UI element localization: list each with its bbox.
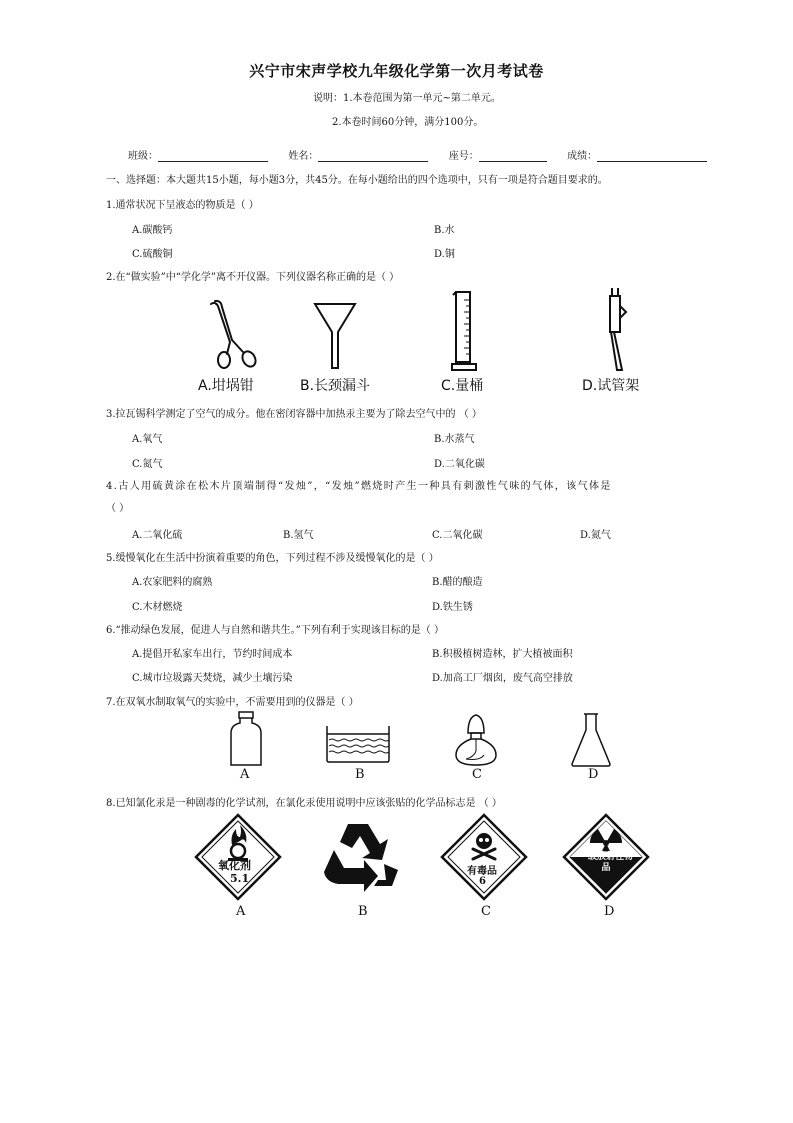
- q4-option-a[interactable]: A.二氧化硫: [132, 530, 183, 541]
- q6-option-a[interactable]: A.提倡开私家车出行，节约时间成本: [132, 649, 293, 660]
- q5-stem: 5.缓慢氧化在生活中扮演着重要的角色，下列过程不涉及缓慢氧化的是（ ）: [106, 553, 439, 564]
- reagent-bottle-icon: [228, 711, 264, 767]
- toxic-sign-icon: [440, 813, 528, 901]
- section-1-heading: 一、选择题：本大题共15小题，每小题3分，共45分。在每小题给出的四个选项中，只有一项是符合题目要求的。: [106, 175, 608, 186]
- q1-stem: 1.通常状况下呈液态的物质是（ ）: [106, 200, 259, 211]
- seat-blank[interactable]: [479, 151, 547, 162]
- note-2: 2.本卷时间60分钟，满分100分。: [332, 117, 484, 128]
- class-label: 班级：: [128, 151, 158, 162]
- q3-stem: 3.拉瓦锡科学测定了空气的成分。他在密闭容器中加热汞主要为了除去空气中的 （ ）: [106, 409, 482, 420]
- q4-option-b[interactable]: B.氢气: [283, 530, 314, 541]
- q4-stem-blank: （ ）: [106, 503, 130, 514]
- q2-stem: 2.在“做实验”中“学化学”离不开仪器。下列仪器名称正确的是（ ）: [106, 272, 400, 283]
- q2-option-a[interactable]: A.坩埚钳: [198, 378, 254, 394]
- conical-flask-icon: [570, 712, 612, 768]
- q3-option-a[interactable]: A.氧气: [132, 434, 163, 445]
- q5-option-d[interactable]: D.铁生锈: [432, 602, 473, 613]
- q5-option-b[interactable]: B.醋的酿造: [432, 577, 483, 588]
- name-label: 姓名：: [288, 151, 319, 162]
- q3-option-c[interactable]: C.氮气: [132, 459, 163, 470]
- q2-option-d[interactable]: D.试管架: [582, 378, 640, 394]
- q7-option-c[interactable]: C: [472, 767, 482, 782]
- q8-option-b[interactable]: B: [358, 904, 368, 919]
- q4-option-d[interactable]: D.氮气: [580, 530, 611, 541]
- q8-option-a[interactable]: A: [236, 904, 246, 919]
- q5-option-a[interactable]: A.农家肥料的腐熟: [132, 577, 213, 588]
- q7-option-d[interactable]: D: [588, 767, 599, 782]
- q4-option-c[interactable]: C.二氧化碳: [432, 530, 483, 541]
- oxidizer-class: 5.1: [230, 872, 250, 885]
- q1-option-b[interactable]: B.水: [434, 225, 455, 236]
- q3-option-b[interactable]: B.水蒸气: [434, 434, 475, 445]
- graduated-cylinder-icon: [450, 290, 480, 374]
- toxic-class: 6: [479, 876, 486, 887]
- crucible-tongs-icon: [205, 298, 265, 374]
- recycle-sign-icon: [320, 820, 402, 894]
- q6-option-d[interactable]: D.加高工厂烟囱，废气高空排放: [432, 673, 573, 684]
- q7-option-a[interactable]: A: [240, 767, 250, 782]
- exam-title: 兴宁市宋声学校九年级化学第一次月考试卷: [249, 62, 544, 80]
- funnel-icon: [313, 302, 357, 370]
- score-label: 成绩：: [567, 151, 598, 162]
- q2-option-b[interactable]: B.长颈漏斗: [300, 378, 371, 394]
- q8-option-c[interactable]: C: [481, 904, 491, 919]
- q3-option-d[interactable]: D.二氧化碳: [434, 459, 485, 470]
- q1-option-a[interactable]: A.碳酸钙: [132, 225, 173, 236]
- q7-option-b[interactable]: B: [355, 767, 365, 782]
- water-trough-icon: [325, 724, 391, 764]
- class-blank[interactable]: [158, 151, 268, 162]
- q1-option-d[interactable]: D.铜: [434, 249, 455, 260]
- alcohol-lamp-icon: [452, 711, 500, 767]
- q6-stem: 6.“推动绿色发展，促进人与自然和谐共生。”下列有利于实现该目标的是（ ）: [106, 625, 444, 636]
- q7-stem: 7.在双氧水制取氧气的实验中，不需要用到的仪器是（ ）: [106, 697, 359, 708]
- test-tube-holder-icon: [604, 286, 630, 374]
- q2-option-c[interactable]: C.量桶: [441, 378, 484, 394]
- toxic-label: 有毒品: [467, 866, 497, 877]
- oxidizer-label: 氧化剂: [218, 859, 251, 872]
- q6-option-c[interactable]: C.城市垃圾露天焚烧，减少土壤污染: [132, 673, 293, 684]
- radioactive-label: 一级放射性物品: [578, 852, 633, 873]
- info-line: [128, 147, 707, 162]
- score-blank[interactable]: [597, 151, 707, 162]
- note-1: 说明：1.本卷范围为第一单元~第二单元。: [313, 93, 501, 104]
- q6-option-b[interactable]: B.积极植树造林，扩大植被面积: [432, 649, 573, 660]
- name-blank[interactable]: [318, 151, 428, 162]
- q4-stem: 4.古人用硫黄涂在松木片顶端制得“发烛”，“发烛”燃烧时产生一种具有刺激性气味的气体，该气体是: [106, 481, 612, 492]
- q8-option-d[interactable]: D: [604, 904, 615, 919]
- q5-option-c[interactable]: C.木材燃烧: [132, 602, 183, 613]
- seat-label: 座号：: [448, 151, 479, 162]
- q8-stem: 8.已知氯化汞是一种剧毒的化学试剂，在氯化汞使用说明中应该张贴的化学品标志是 （ ）: [106, 798, 502, 809]
- q1-option-c[interactable]: C.硫酸铜: [132, 249, 173, 260]
